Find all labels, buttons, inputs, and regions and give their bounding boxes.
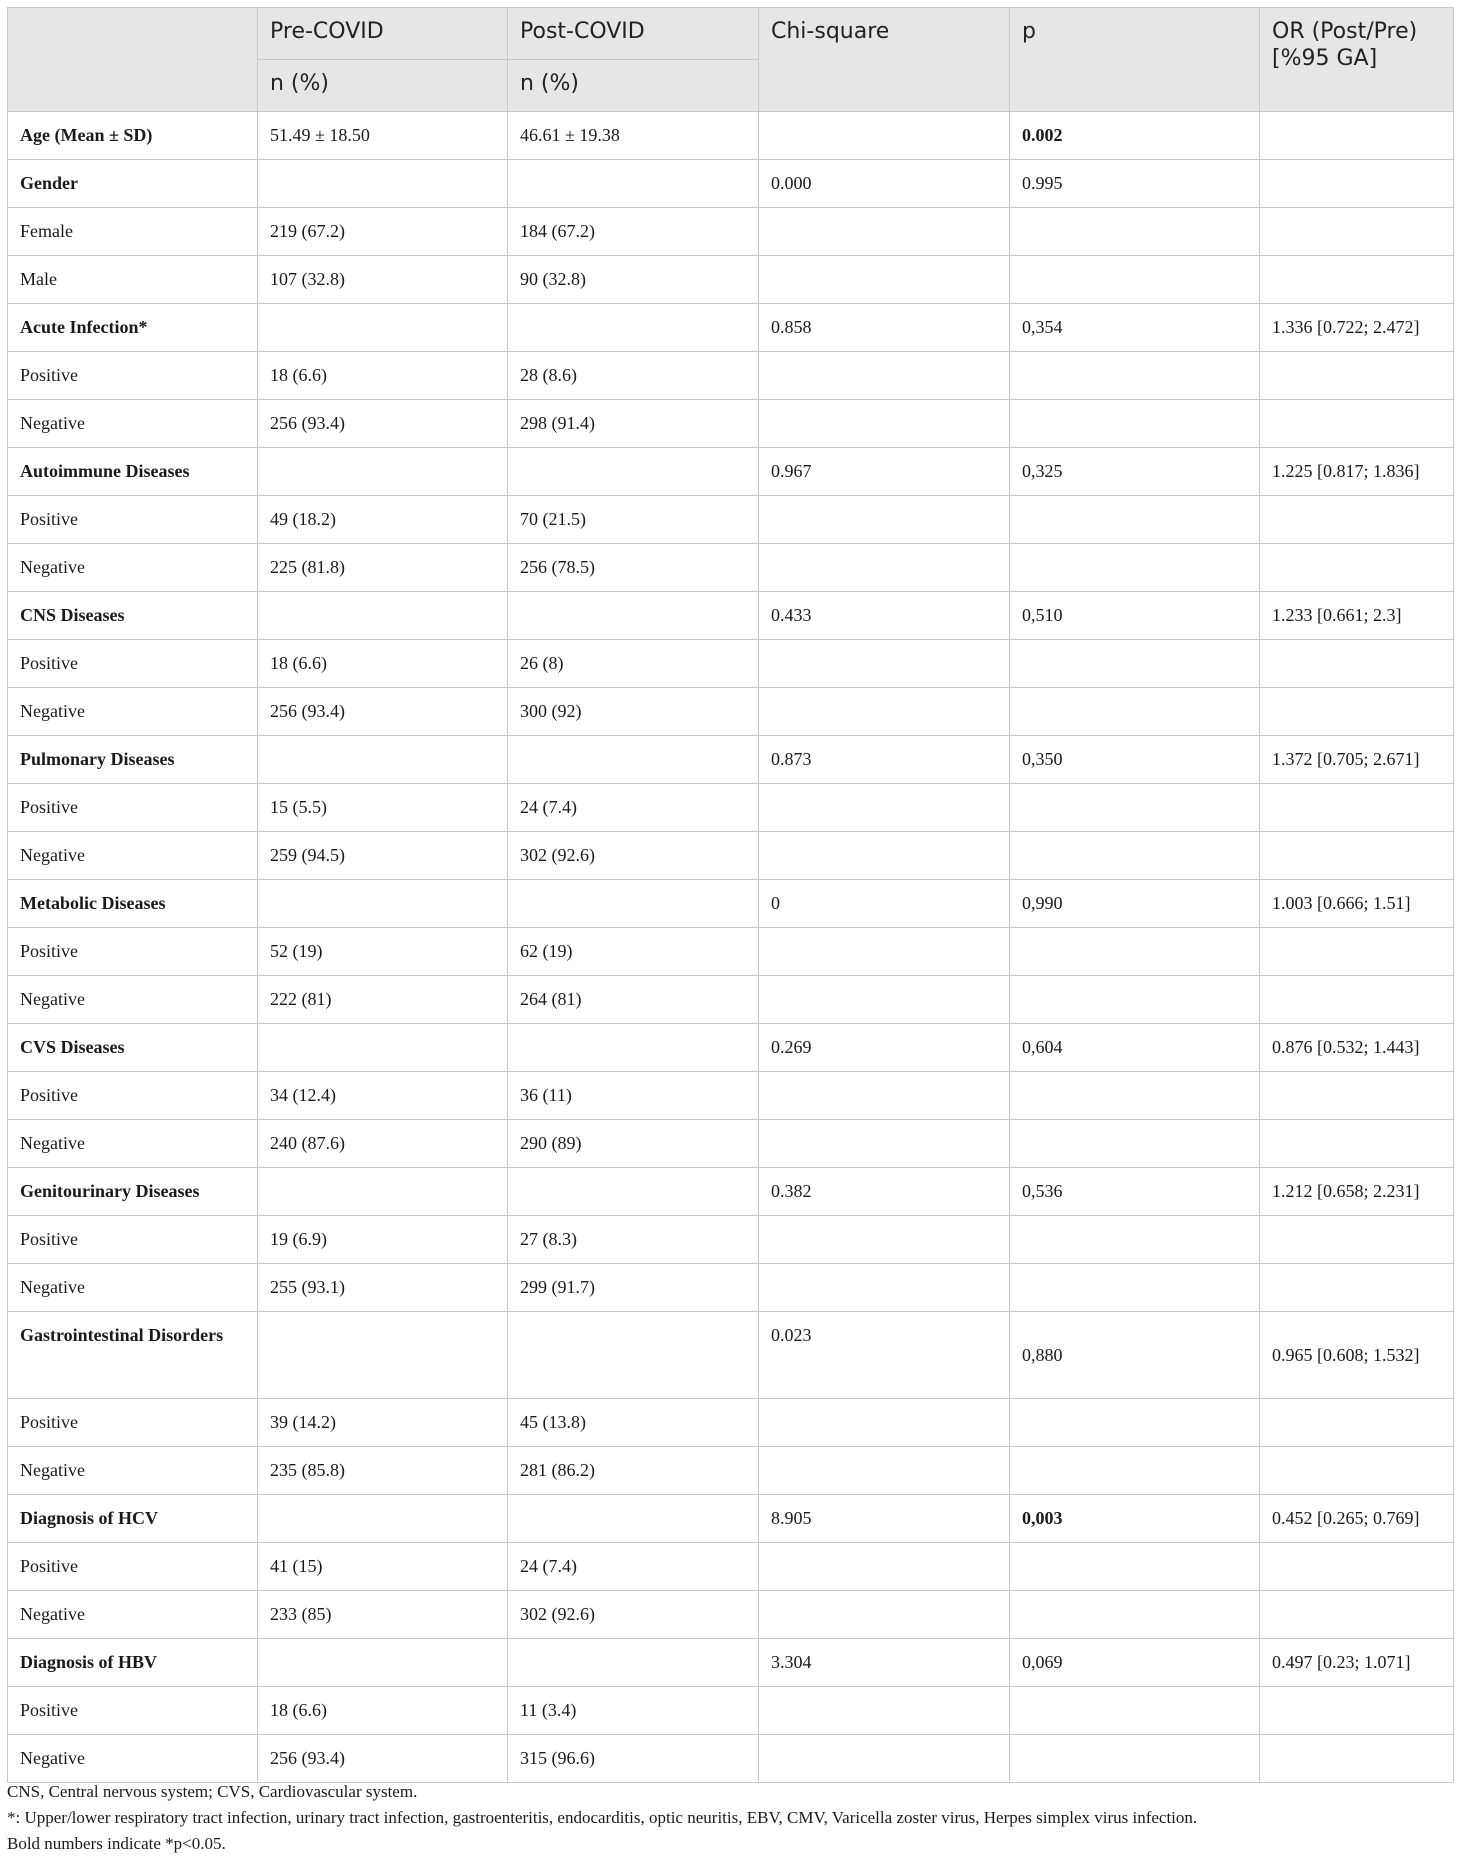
pre-covid-value: 18 (6.6) — [258, 352, 508, 400]
pre-covid-value — [258, 1168, 508, 1216]
pre-covid-value: 107 (32.8) — [258, 256, 508, 304]
p-value — [1010, 256, 1260, 304]
odds-ratio-value — [1260, 1735, 1454, 1783]
odds-ratio-value — [1260, 1264, 1454, 1312]
p-value — [1010, 1591, 1260, 1639]
post-covid-value — [508, 880, 759, 928]
chi-square-value — [759, 976, 1010, 1024]
row-label: Positive — [8, 496, 258, 544]
header-p: p — [1010, 8, 1260, 112]
row-label: Negative — [8, 1735, 258, 1783]
p-value — [1010, 1120, 1260, 1168]
odds-ratio-value: 0.876 [0.532; 1.443] — [1260, 1024, 1454, 1072]
odds-ratio-value — [1260, 784, 1454, 832]
odds-ratio-value — [1260, 688, 1454, 736]
pre-covid-value: 256 (93.4) — [258, 400, 508, 448]
chi-square-value: 0 — [759, 880, 1010, 928]
chi-square-value — [759, 1687, 1010, 1735]
table-row — [8, 304, 1454, 352]
header-chi-square: Chi-square — [759, 8, 1010, 112]
post-covid-value: 302 (92.6) — [508, 832, 759, 880]
row-label: Negative — [8, 976, 258, 1024]
row-label: Negative — [8, 1120, 258, 1168]
post-covid-value: 315 (96.6) — [508, 1735, 759, 1783]
odds-ratio-value: 0.965 [0.608; 1.532] — [1260, 1312, 1454, 1399]
row-label: Diagnosis of HBV — [8, 1639, 258, 1687]
odds-ratio-value — [1260, 976, 1454, 1024]
odds-ratio-value: 1.233 [0.661; 2.3] — [1260, 592, 1454, 640]
odds-ratio-value — [1260, 1543, 1454, 1591]
table-row — [8, 880, 1454, 928]
odds-ratio-value — [1260, 496, 1454, 544]
pre-covid-value: 219 (67.2) — [258, 208, 508, 256]
odds-ratio-value — [1260, 1120, 1454, 1168]
table-row — [8, 352, 1454, 400]
p-value — [1010, 1216, 1260, 1264]
odds-ratio-value: 1.225 [0.817; 1.836] — [1260, 448, 1454, 496]
chi-square-value: 0.000 — [759, 160, 1010, 208]
row-label: Positive — [8, 640, 258, 688]
row-label: CVS Diseases — [8, 1024, 258, 1072]
pre-covid-value: 34 (12.4) — [258, 1072, 508, 1120]
p-value — [1010, 1447, 1260, 1495]
chi-square-value — [759, 256, 1010, 304]
post-covid-value — [508, 1495, 759, 1543]
table-row — [8, 1495, 1454, 1543]
post-covid-value: 27 (8.3) — [508, 1216, 759, 1264]
row-label: Positive — [8, 352, 258, 400]
post-covid-value: 62 (19) — [508, 928, 759, 976]
row-label: Negative — [8, 832, 258, 880]
post-covid-value — [508, 448, 759, 496]
chi-square-value — [759, 352, 1010, 400]
p-value: 0,536 — [1010, 1168, 1260, 1216]
odds-ratio-value: 1.372 [0.705; 2.671] — [1260, 736, 1454, 784]
p-value — [1010, 1543, 1260, 1591]
header-post-covid: Post-COVID — [508, 8, 759, 60]
table-row — [8, 640, 1454, 688]
p-value: 0,510 — [1010, 592, 1260, 640]
post-covid-value — [508, 1312, 759, 1399]
pre-covid-value: 49 (18.2) — [258, 496, 508, 544]
chi-square-value: 0.269 — [759, 1024, 1010, 1072]
row-label: Positive — [8, 1072, 258, 1120]
p-value — [1010, 1264, 1260, 1312]
chi-square-value: 0.967 — [759, 448, 1010, 496]
chi-square-value — [759, 400, 1010, 448]
pre-covid-value: 15 (5.5) — [258, 784, 508, 832]
p-value: 0,350 — [1010, 736, 1260, 784]
chi-square-value — [759, 688, 1010, 736]
row-label: Age (Mean ± SD) — [8, 112, 258, 160]
p-value — [1010, 1687, 1260, 1735]
odds-ratio-value — [1260, 160, 1454, 208]
p-value — [1010, 352, 1260, 400]
odds-ratio-value — [1260, 1447, 1454, 1495]
post-covid-value: 90 (32.8) — [508, 256, 759, 304]
post-covid-value — [508, 1639, 759, 1687]
pre-covid-value: 256 (93.4) — [258, 688, 508, 736]
odds-ratio-value — [1260, 544, 1454, 592]
row-label: Negative — [8, 688, 258, 736]
p-value — [1010, 208, 1260, 256]
chi-square-value: 3.304 — [759, 1639, 1010, 1687]
odds-ratio-value — [1260, 208, 1454, 256]
footnote-abbreviations: CNS, Central nervous system; CVS, Cardiovascular system. — [7, 1782, 418, 1801]
odds-ratio-value: 0.497 [0.23; 1.071] — [1260, 1639, 1454, 1687]
odds-ratio-value: 1.336 [0.722; 2.472] — [1260, 304, 1454, 352]
header-pre-subheader: n (%) — [258, 60, 508, 112]
table-row — [8, 928, 1454, 976]
post-covid-value: 36 (11) — [508, 1072, 759, 1120]
pre-covid-value — [258, 880, 508, 928]
chi-square-value — [759, 1447, 1010, 1495]
odds-ratio-value — [1260, 640, 1454, 688]
pre-covid-value — [258, 304, 508, 352]
chi-square-value — [759, 1216, 1010, 1264]
table-row — [8, 688, 1454, 736]
p-value — [1010, 928, 1260, 976]
row-label: Negative — [8, 1264, 258, 1312]
p-value: 0.995 — [1010, 160, 1260, 208]
pre-covid-value: 235 (85.8) — [258, 1447, 508, 1495]
table-row — [8, 976, 1454, 1024]
table-footnotes — [7, 1779, 1453, 1857]
p-value — [1010, 496, 1260, 544]
row-label: Positive — [8, 928, 258, 976]
post-covid-value: 70 (21.5) — [508, 496, 759, 544]
pre-covid-value: 39 (14.2) — [258, 1399, 508, 1447]
post-covid-value — [508, 160, 759, 208]
table-row — [8, 160, 1454, 208]
p-value: 0.002 — [1010, 112, 1260, 160]
row-label: Pulmonary Diseases — [8, 736, 258, 784]
table-row — [8, 400, 1454, 448]
table-body — [8, 112, 1454, 1783]
pre-covid-value — [258, 592, 508, 640]
p-value: 0,069 — [1010, 1639, 1260, 1687]
table-row — [8, 1399, 1454, 1447]
row-label: Positive — [8, 1399, 258, 1447]
pre-covid-value — [258, 1495, 508, 1543]
header-pre-covid: Pre-COVID — [258, 8, 508, 60]
header-odds-ratio: OR (Post/Pre) [%95 GA] — [1260, 8, 1454, 112]
pre-covid-value: 222 (81) — [258, 976, 508, 1024]
post-covid-value — [508, 1168, 759, 1216]
p-value: 0,325 — [1010, 448, 1260, 496]
table-row — [8, 1591, 1454, 1639]
post-covid-value — [508, 736, 759, 784]
row-label: Male — [8, 256, 258, 304]
pre-covid-value: 18 (6.6) — [258, 1687, 508, 1735]
odds-ratio-value — [1260, 1591, 1454, 1639]
chi-square-value — [759, 1591, 1010, 1639]
results-table — [7, 7, 1454, 1783]
row-label: Negative — [8, 1591, 258, 1639]
header-post-subheader: n (%) — [508, 60, 759, 112]
chi-square-value: 0.858 — [759, 304, 1010, 352]
odds-ratio-value — [1260, 1072, 1454, 1120]
chi-square-value: 0.433 — [759, 592, 1010, 640]
chi-square-value — [759, 784, 1010, 832]
pre-covid-value: 41 (15) — [258, 1543, 508, 1591]
pre-covid-value — [258, 448, 508, 496]
p-value — [1010, 784, 1260, 832]
post-covid-value: 24 (7.4) — [508, 784, 759, 832]
row-label: Positive — [8, 1543, 258, 1591]
odds-ratio-value — [1260, 928, 1454, 976]
post-covid-value: 290 (89) — [508, 1120, 759, 1168]
pre-covid-value — [258, 1024, 508, 1072]
odds-ratio-value: 1.212 [0.658; 2.231] — [1260, 1168, 1454, 1216]
chi-square-value: 0.873 — [759, 736, 1010, 784]
table-row — [8, 832, 1454, 880]
row-label: Autoimmune Diseases — [8, 448, 258, 496]
p-value — [1010, 688, 1260, 736]
post-covid-value: 256 (78.5) — [508, 544, 759, 592]
odds-ratio-value — [1260, 1687, 1454, 1735]
post-covid-value — [508, 592, 759, 640]
odds-ratio-value: 0.452 [0.265; 0.769] — [1260, 1495, 1454, 1543]
pre-covid-value — [258, 1312, 508, 1399]
chi-square-value — [759, 1120, 1010, 1168]
table-row — [8, 1216, 1454, 1264]
odds-ratio-value — [1260, 1216, 1454, 1264]
row-label: CNS Diseases — [8, 592, 258, 640]
p-value — [1010, 544, 1260, 592]
row-label: Positive — [8, 1216, 258, 1264]
p-value — [1010, 976, 1260, 1024]
odds-ratio-value — [1260, 400, 1454, 448]
pre-covid-value: 259 (94.5) — [258, 832, 508, 880]
post-covid-value: 281 (86.2) — [508, 1447, 759, 1495]
odds-ratio-value: 1.003 [0.666; 1.51] — [1260, 880, 1454, 928]
row-label: Negative — [8, 544, 258, 592]
p-value — [1010, 640, 1260, 688]
row-label: Gender — [8, 160, 258, 208]
table-row — [8, 784, 1454, 832]
table-row — [8, 208, 1454, 256]
post-covid-value: 300 (92) — [508, 688, 759, 736]
chi-square-value: 8.905 — [759, 1495, 1010, 1543]
post-covid-value: 299 (91.7) — [508, 1264, 759, 1312]
p-value — [1010, 1399, 1260, 1447]
chi-square-value: 0.023 — [759, 1312, 1010, 1399]
table-row — [8, 1168, 1454, 1216]
pre-covid-value: 225 (81.8) — [258, 544, 508, 592]
post-covid-value: 28 (8.6) — [508, 352, 759, 400]
row-label: Negative — [8, 1447, 258, 1495]
post-covid-value: 11 (3.4) — [508, 1687, 759, 1735]
pre-covid-value: 52 (19) — [258, 928, 508, 976]
pre-covid-value: 255 (93.1) — [258, 1264, 508, 1312]
table-row — [8, 1543, 1454, 1591]
table-row — [8, 736, 1454, 784]
pre-covid-value — [258, 1639, 508, 1687]
row-label: Gastrointestinal Disorders — [8, 1312, 258, 1399]
chi-square-value — [759, 1543, 1010, 1591]
row-label: Genitourinary Diseases — [8, 1168, 258, 1216]
footnote-bold-note: Bold numbers indicate *p<0.05. — [7, 1834, 226, 1853]
row-label: Diagnosis of HCV — [8, 1495, 258, 1543]
p-value: 0,354 — [1010, 304, 1260, 352]
p-value: 0,880 — [1010, 1312, 1260, 1399]
post-covid-value — [508, 304, 759, 352]
row-label: Negative — [8, 400, 258, 448]
chi-square-value — [759, 544, 1010, 592]
pre-covid-value: 19 (6.9) — [258, 1216, 508, 1264]
row-label: Positive — [8, 1687, 258, 1735]
table-row — [8, 1120, 1454, 1168]
post-covid-value: 26 (8) — [508, 640, 759, 688]
chi-square-value — [759, 928, 1010, 976]
odds-ratio-value — [1260, 832, 1454, 880]
chi-square-value — [759, 832, 1010, 880]
pre-covid-value: 233 (85) — [258, 1591, 508, 1639]
p-value: 0,003 — [1010, 1495, 1260, 1543]
row-label: Female — [8, 208, 258, 256]
chi-square-value — [759, 112, 1010, 160]
post-covid-value: 184 (67.2) — [508, 208, 759, 256]
table-row — [8, 1639, 1454, 1687]
table-row — [8, 1264, 1454, 1312]
pre-covid-value — [258, 160, 508, 208]
post-covid-value: 46.61 ± 19.38 — [508, 112, 759, 160]
odds-ratio-value — [1260, 112, 1454, 160]
row-label: Metabolic Diseases — [8, 880, 258, 928]
table-header — [8, 8, 1454, 112]
odds-ratio-value — [1260, 352, 1454, 400]
p-value: 0,990 — [1010, 880, 1260, 928]
chi-square-value — [759, 496, 1010, 544]
p-value — [1010, 1735, 1260, 1783]
chi-square-value: 0.382 — [759, 1168, 1010, 1216]
p-value: 0,604 — [1010, 1024, 1260, 1072]
chi-square-value — [759, 640, 1010, 688]
table-row — [8, 256, 1454, 304]
post-covid-value: 298 (91.4) — [508, 400, 759, 448]
chi-square-value — [759, 208, 1010, 256]
row-label: Acute Infection* — [8, 304, 258, 352]
post-covid-value: 264 (81) — [508, 976, 759, 1024]
table-row — [8, 1072, 1454, 1120]
table-row — [8, 592, 1454, 640]
pre-covid-value — [258, 736, 508, 784]
chi-square-value — [759, 1264, 1010, 1312]
table-row — [8, 1024, 1454, 1072]
table-row — [8, 448, 1454, 496]
post-covid-value: 24 (7.4) — [508, 1543, 759, 1591]
post-covid-value — [508, 1024, 759, 1072]
post-covid-value: 45 (13.8) — [508, 1399, 759, 1447]
chi-square-value — [759, 1735, 1010, 1783]
row-label: Positive — [8, 784, 258, 832]
pre-covid-value: 256 (93.4) — [258, 1735, 508, 1783]
table-row — [8, 1687, 1454, 1735]
pre-covid-value: 240 (87.6) — [258, 1120, 508, 1168]
pre-covid-value: 51.49 ± 18.50 — [258, 112, 508, 160]
odds-ratio-value — [1260, 1399, 1454, 1447]
table-row — [8, 544, 1454, 592]
chi-square-value — [759, 1399, 1010, 1447]
p-value — [1010, 400, 1260, 448]
table-row — [8, 1735, 1454, 1783]
table-row — [8, 496, 1454, 544]
p-value — [1010, 1072, 1260, 1120]
table-row — [8, 112, 1454, 160]
post-covid-value: 302 (92.6) — [508, 1591, 759, 1639]
header-blank — [8, 8, 258, 112]
odds-ratio-value — [1260, 256, 1454, 304]
results-table-container — [7, 7, 1453, 1783]
p-value — [1010, 832, 1260, 880]
footnote-acute-infection: *: Upper/lower respiratory tract infection, urinary tract infection, gastroenteritis, endocarditis, optic neuritis, EBV, CMV, Varicella zoster virus, Herpes simplex virus infection. — [7, 1808, 1198, 1827]
pre-covid-value: 18 (6.6) — [258, 640, 508, 688]
table-row — [8, 1312, 1454, 1399]
table-row — [8, 1447, 1454, 1495]
chi-square-value — [759, 1072, 1010, 1120]
